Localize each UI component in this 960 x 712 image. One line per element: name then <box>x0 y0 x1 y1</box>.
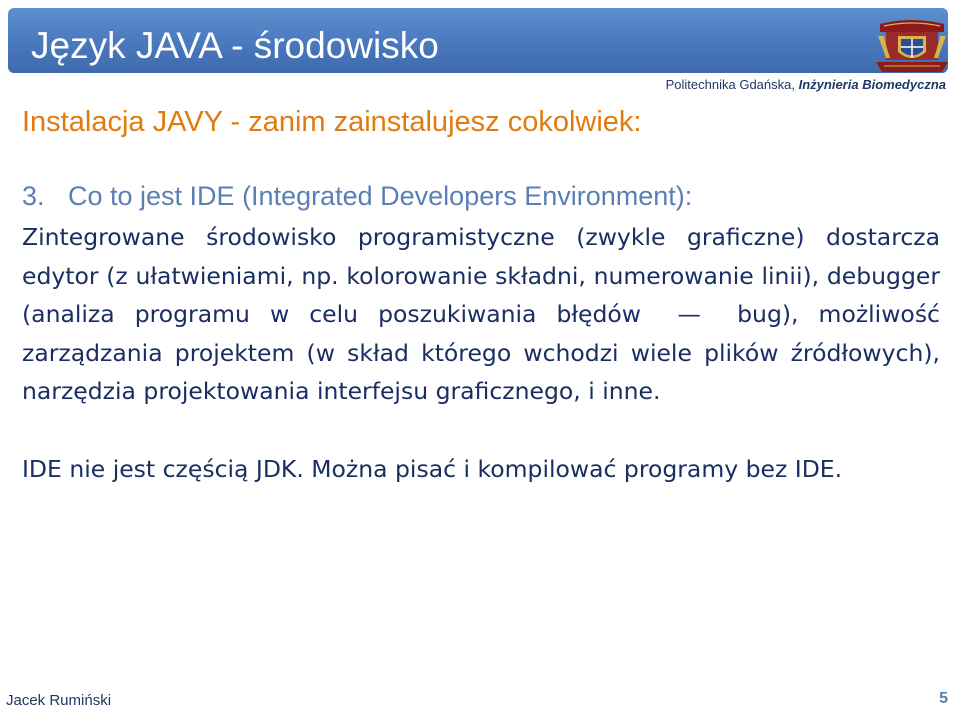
body-paragraph <box>22 218 940 411</box>
em-dash: — <box>677 300 701 328</box>
affiliation <box>666 76 946 94</box>
section-subtitle: Instalacja JAVY - zanim zainstalujesz cokolwiek: <box>22 106 642 138</box>
slide-title: Język JAVA - środowisko <box>31 25 439 66</box>
university-crest-icon <box>872 18 952 76</box>
item-heading-text: Co to jest IDE (Integrated Developers Environment): <box>68 181 693 211</box>
closing-note: IDE nie jest częścią JDK. Można pisać i kompilować programy bez IDE. <box>22 455 843 483</box>
department-name: Inżynieria Biomedyczna <box>798 77 946 92</box>
header-bar <box>8 8 948 73</box>
author-name: Jacek Rumiński <box>6 692 112 709</box>
body-text-part-2: bug), możliwość zarządzania projektem (w skład którego wchodzi wiele plików źródłowych), narzędzia projektowania interfejsu graficznego, i inne. <box>22 300 940 405</box>
institution-name: Politechnika Gdańska, <box>665 77 795 92</box>
body-text-part-1: Zintegrowane środowisko programistyczne (zwykle graficzne) dostarcza edytor (z ułatwieniami, np. kolorowanie składni, numerowanie linii), debugger (analiza programu w celu poszukiwania błędów <box>22 223 940 328</box>
item-number: 3. <box>22 181 45 211</box>
page-number: 5 <box>939 690 948 707</box>
numbered-item-heading <box>22 179 692 213</box>
